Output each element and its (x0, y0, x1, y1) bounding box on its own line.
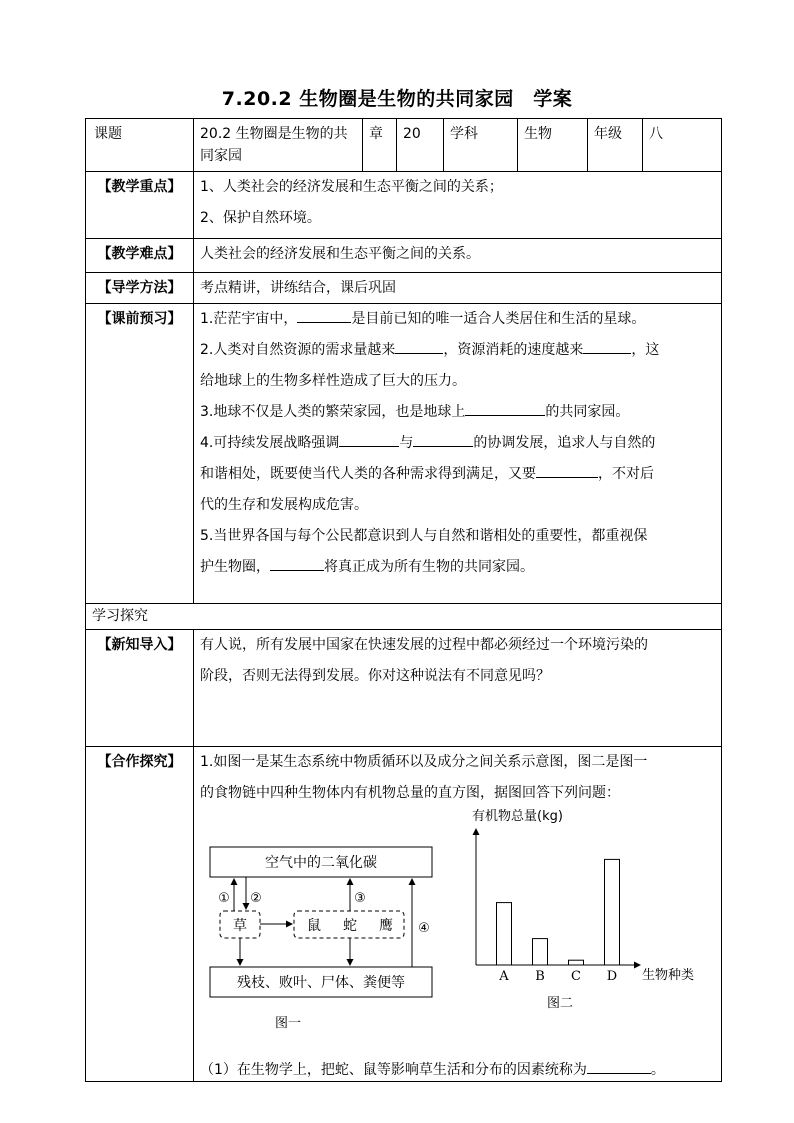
fig1-caption: 图一 (274, 1016, 302, 1031)
preview-q5: 5.当世界各国与每个公民都意识到人与自然和谐相处的重要性，都重视保 (200, 528, 648, 544)
key-point-1: 1、人类社会的经济发展和生态平衡之间的关系； (200, 179, 503, 195)
subject-label: 学科 (444, 119, 518, 172)
topic-value: 20.2 生物圈是生物的共同家园 (194, 119, 363, 172)
answer-blank[interactable] (587, 1059, 651, 1074)
coop-row (86, 747, 722, 1082)
answer-blank[interactable] (395, 339, 443, 354)
grade-label: 年级 (588, 119, 643, 172)
method-row (86, 273, 722, 304)
preview-q1: 1.茫茫宇宙中， 是目前已知的唯一适合人类居住和生活的星球。 (200, 304, 715, 335)
key-points-label: 【教学重点】 (86, 172, 194, 239)
bar-A (497, 903, 512, 965)
num-1: ① (218, 891, 230, 906)
method-label: 【导学方法】 (86, 273, 194, 304)
preview-row (86, 304, 722, 604)
coop-line-1: 1.如图一是某生态系统中物质循环以及成分之间关系示意图，图二是图一 (200, 754, 648, 770)
answer-blank[interactable] (270, 556, 324, 571)
method-text: 考点精讲，讲练结合，课后巩固 (194, 273, 722, 304)
bar-D (605, 859, 620, 965)
grade-value: 八 (643, 119, 722, 172)
intro-label: 【新知导入】 (86, 630, 194, 747)
chart-ylabel: 有机物总量(kg) (472, 809, 563, 824)
num-4: ④ (418, 921, 430, 936)
tick-label-A: A (499, 969, 509, 984)
difficulty-text: 人类社会的经济发展和生态平衡之间的关系。 (194, 239, 722, 273)
chapter-label: 章 (363, 119, 397, 172)
topic-label: 课题 (86, 119, 194, 172)
subject-value: 生物 (518, 119, 588, 172)
preview-q4-cont: 和谐相处，既要使当代人类的各种需求得到满足，又要 ，不对后 (200, 459, 715, 490)
document-title: 7.20.2 生物圈是生物的共同家园 学案 (221, 88, 573, 110)
tick-label-D: D (606, 969, 618, 984)
coop-label: 【合作探究】 (86, 747, 194, 1082)
explore-row (86, 604, 722, 630)
header-row (86, 119, 722, 172)
coop-q1: （1）在生物学上，把蛇、鼠等影响草生活和分布的因素统称为 。 (200, 1059, 715, 1081)
intro-line-2: 阶段，否则无法得到发展。你对这种说法有不同意见吗？ (200, 668, 550, 684)
decomposer-box-label: 残枝、败叶、尸体、粪便等 (237, 975, 405, 991)
answer-blank[interactable] (413, 432, 473, 447)
answer-blank[interactable] (583, 339, 631, 354)
tick-label-B: B (535, 969, 545, 984)
difficulty-label: 【教学难点】 (86, 239, 194, 273)
preview-q4-end: 代的生存和发展构成危害。 (200, 497, 368, 513)
tick-label-C: C (571, 969, 581, 984)
chart-xlabel: 生物种类 (642, 968, 695, 983)
preview-q3: 3.地球不仅是人类的繁荣家园，也是地球上 的共同家园。 (200, 397, 715, 428)
difficulty-row (86, 239, 722, 273)
lesson-table (85, 118, 722, 1082)
figures-svg (200, 809, 720, 1059)
eagle-label: 鹰 (379, 918, 393, 934)
figures-area (200, 809, 715, 1059)
bar-B (533, 939, 548, 965)
num-3: ③ (354, 891, 366, 906)
snake-label: 蛇 (343, 918, 357, 934)
chapter-value: 20 (397, 119, 444, 172)
preview-q2-cont: 给地球上的生物多样性造成了巨大的压力。 (200, 373, 466, 389)
explore-label: 学习探究 (86, 604, 722, 630)
intro-row (86, 630, 722, 747)
intro-line-1: 有人说，所有发展中国家在快速发展的过程中都必须经过一个环境污染的 (200, 637, 648, 653)
coop-line-2: 的食物链中四种生物体内有机物总量的直方图，据图回答下列问题： (200, 785, 620, 801)
preview-q5-cont: 护生物圈， 将真正成为所有生物的共同家园。 (200, 552, 715, 583)
key-points-row (86, 172, 722, 239)
grass-label: 草 (233, 918, 247, 934)
bar-C (569, 960, 584, 965)
chart-caption: 图二 (546, 996, 574, 1011)
co2-box-label: 空气中的二氧化碳 (265, 855, 377, 871)
num-2: ② (250, 891, 262, 906)
preview-q4: 4.可持续发展战略强调 与 的协调发展，追求人与自然的 (200, 428, 715, 459)
answer-blank[interactable] (465, 401, 545, 416)
answer-blank[interactable] (297, 308, 351, 323)
bar-chart (472, 809, 694, 1011)
preview-label: 【课前预习】 (86, 304, 194, 604)
key-point-2: 2、保护自然环境。 (200, 210, 321, 226)
mouse-label: 鼠 (307, 918, 321, 934)
answer-blank[interactable] (339, 432, 399, 447)
preview-q2: 2.人类对自然资源的需求量越来 ，资源消耗的速度越来 ，这 (200, 335, 715, 366)
answer-blank[interactable] (536, 463, 598, 478)
